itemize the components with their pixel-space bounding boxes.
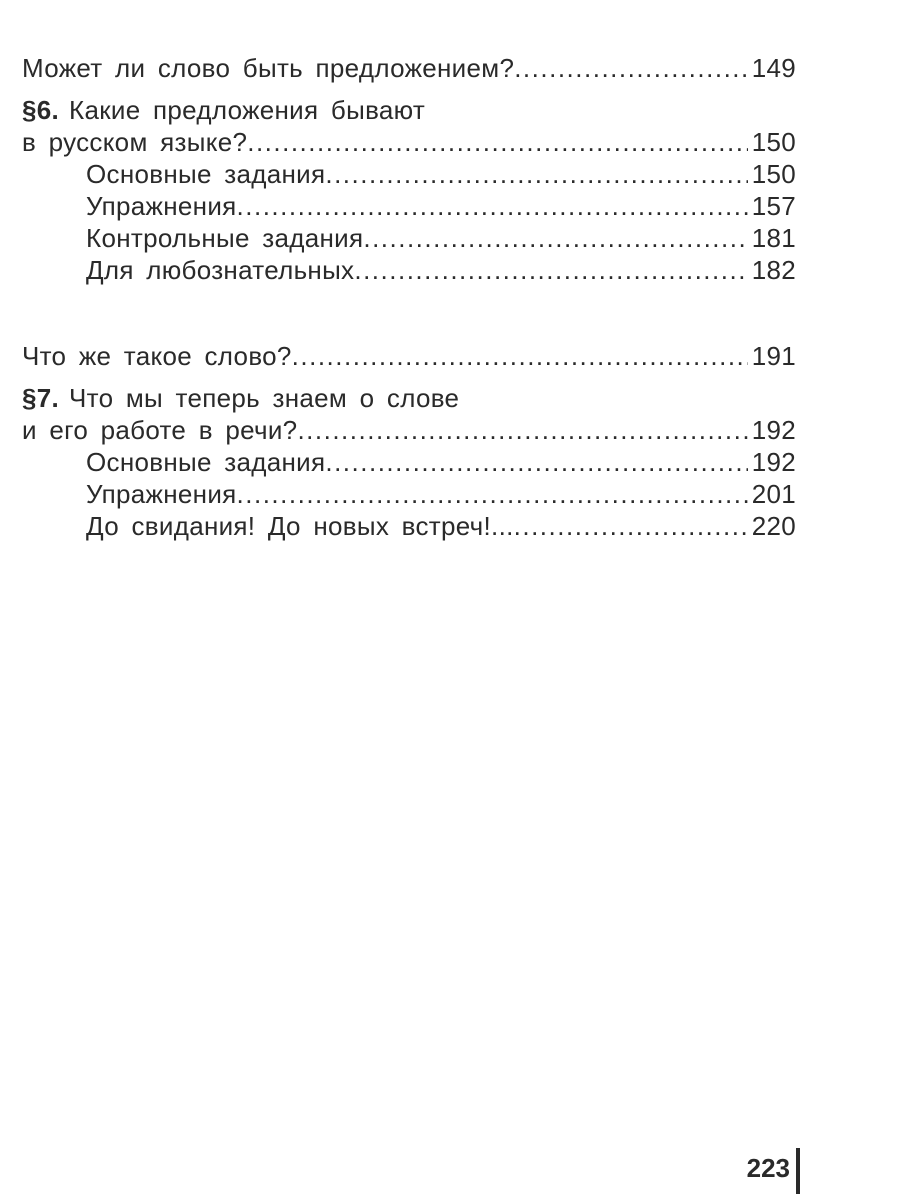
- toc-subentry[interactable]: [22, 254, 796, 286]
- dot-leader: [325, 446, 747, 478]
- section-title-line-1: Что мы теперь знаем о слове: [69, 383, 460, 413]
- toc-subentry-title: До свидания! До новых встреч!...: [86, 511, 514, 541]
- dot-leader: [237, 190, 748, 222]
- section-heading-line-2[interactable]: [22, 126, 796, 158]
- section-page: 150: [751, 127, 796, 157]
- toc-entry-what-is-word[interactable]: [22, 340, 796, 372]
- toc-subentry-page: 157: [751, 191, 796, 221]
- toc-entry-page: 149: [751, 53, 796, 83]
- toc-entry-title: Может ли слово быть предложением?: [22, 53, 515, 83]
- section-heading-line-1: [22, 382, 796, 414]
- page-number: 223: [746, 1153, 790, 1183]
- dot-leader: [354, 254, 747, 286]
- toc-entry-title: Что же такое слово?: [22, 341, 292, 371]
- toc-section-7: [22, 382, 796, 542]
- toc-subentry-title: Упражнения: [86, 479, 237, 509]
- dot-leader: [514, 510, 748, 542]
- toc-subentry-page: 192: [751, 447, 796, 477]
- section-heading-line-1: [22, 94, 796, 126]
- toc-subentry[interactable]: [22, 446, 796, 478]
- dot-leader: [363, 222, 747, 254]
- section-title-line-2: в русском языке?: [22, 127, 248, 157]
- toc-subentry-page: 181: [751, 223, 796, 253]
- toc-subentry-page: 201: [751, 479, 796, 509]
- page-edge-rule: [796, 1148, 800, 1194]
- dot-leader: [247, 126, 748, 158]
- toc-subentry-page: 150: [751, 159, 796, 189]
- toc-subentry[interactable]: [22, 158, 796, 190]
- section-title-line-1: Какие предложения бывают: [69, 95, 426, 125]
- toc-subentry-page: 182: [751, 255, 796, 285]
- toc-entry-word-sentence[interactable]: [22, 52, 796, 84]
- toc-section-6: [22, 94, 796, 286]
- toc-subentry-title: Основные задания: [86, 447, 326, 477]
- toc-subentry-title: Контрольные задания: [86, 223, 364, 253]
- toc-subentry-title: Для любознательных: [86, 255, 355, 285]
- dot-leader: [514, 52, 748, 84]
- section-number: §6.: [22, 95, 60, 125]
- section-number: §7.: [22, 383, 60, 413]
- table-of-contents: [22, 52, 796, 542]
- dot-leader: [325, 158, 747, 190]
- toc-subentry-title: Основные задания: [86, 159, 326, 189]
- toc-subentry-title: Упражнения: [86, 191, 237, 221]
- toc-entry-page: 191: [751, 341, 796, 371]
- dot-leader: [292, 340, 748, 372]
- section-page: 192: [751, 415, 796, 445]
- section-heading-line-2[interactable]: [22, 414, 796, 446]
- dot-leader: [297, 414, 747, 446]
- toc-subentry[interactable]: [22, 190, 796, 222]
- section-title-line-2: и его работе в речи?: [22, 415, 298, 445]
- dot-leader: [237, 478, 748, 510]
- toc-subentry[interactable]: [22, 510, 796, 542]
- toc-subentry-page: 220: [751, 511, 796, 541]
- toc-subentry[interactable]: [22, 478, 796, 510]
- toc-subentry[interactable]: [22, 222, 796, 254]
